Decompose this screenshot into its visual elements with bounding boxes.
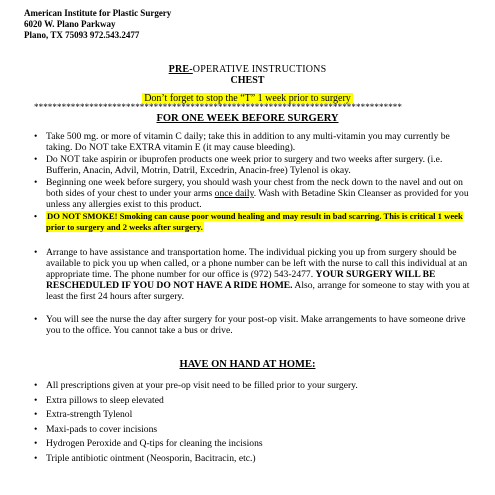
item-aspirin: Do NOT take aspirin or ibuprofen products one week prior to surgery and two weeks after surgery. (i.e. Bufferin, Anacin, Advil, Motrin, Datril, Excedrin, Anacin-free) Tylenol is okay. xyxy=(46,154,443,176)
org-name: American Institute for Plastic Surgery xyxy=(24,8,172,18)
list-item xyxy=(34,452,474,466)
section-heading-one-week: FOR ONE WEEK BEFORE SURGERY xyxy=(156,113,339,124)
list-item xyxy=(34,394,474,408)
item-arrange-bold: YOUR SURGERY WILL BE RESCHEDULED IF YOU DO NOT HAVE A RIDE HOME. xyxy=(46,269,436,291)
title-pre: PRE- xyxy=(168,64,193,75)
item-nurse-visit: You will see the nurse the day after surgery for your post-op visit. Make arrangements to have someone drive you to the office. You cannot take a bus or drive. xyxy=(46,314,466,336)
letterhead xyxy=(24,8,171,41)
list-item xyxy=(34,247,474,302)
list-item xyxy=(34,423,474,437)
bullet-icon: • xyxy=(34,394,38,406)
list-item xyxy=(34,131,474,153)
title-rest: OPERATIVE INSTRUCTIONS xyxy=(192,64,327,75)
have-on-hand-list xyxy=(34,379,474,466)
bullet-icon: • xyxy=(34,177,38,188)
bullet-icon: • xyxy=(34,314,38,325)
list-item xyxy=(34,211,474,233)
list-item xyxy=(34,314,474,336)
org-street: 6020 W. Plano Parkway xyxy=(24,19,116,29)
arrangements-list xyxy=(34,247,474,337)
reminder-text: Don’t forget to stop the “T” 1 week prior to surgery xyxy=(144,93,351,104)
list-item xyxy=(34,408,474,422)
list-item xyxy=(34,379,474,393)
item-arrange-after: Also, arrange for someone to stay with you at least the first 24 hours after surgery. xyxy=(46,280,470,302)
item-vitamin-c: Take 500 mg. or more of vitamin C daily; take this in addition to any multi-vitamin you may currently be taking. Do NOT take EXTRA vitamin E (it may cause bleeding). xyxy=(46,131,450,153)
bullet-icon: • xyxy=(34,211,38,221)
item-no-smoke: DO NOT SMOKE! Smoking can cause poor wound healing and may result in bad scarring. This is critical 1 week prior to surgery and 2 weeks after surgery. xyxy=(46,211,463,232)
item-tylenol: Extra-strength Tylenol xyxy=(46,409,133,420)
list-item xyxy=(34,154,474,176)
title-line xyxy=(0,64,495,75)
separator-stars: ******************************************************************************** xyxy=(34,102,402,112)
item-wash-underlined: once daily xyxy=(214,188,254,199)
bullet-icon: • xyxy=(34,247,38,258)
org-city-phone: Plano, TX 75093 972.543.2477 xyxy=(24,30,140,40)
bullet-icon: • xyxy=(34,452,38,464)
item-peroxide: Hydrogen Peroxide and Q-tips for cleaning the incisions xyxy=(46,438,263,449)
one-week-list xyxy=(34,131,474,234)
item-arrange-before: Arrange to have assistance and transportation home. The individual picking you up from surgery should be available to pick you up when called, or a phone number can be left with the nurse to call this individual at an appropriate time. The phone number for our office is (972) 543-2477. xyxy=(46,247,468,280)
bullet-icon: • xyxy=(34,131,38,142)
bullet-icon: • xyxy=(34,380,38,391)
document-title xyxy=(0,64,495,86)
list-item xyxy=(34,177,474,210)
list-item xyxy=(34,437,474,451)
list-spacer xyxy=(34,303,474,313)
item-pillows: Extra pillows to sleep elevated xyxy=(46,394,164,406)
item-prescriptions: All prescriptions given at your pre-op visit need to be filled prior to your surgery. xyxy=(46,380,358,391)
title-subject: CHEST xyxy=(230,75,265,86)
item-wash-before: Beginning one week before surgery, you should wash your chest from the neck down to the navel and out on both sides of your chest to under your arms xyxy=(46,177,463,199)
bullet-icon: • xyxy=(34,154,38,165)
bullet-icon: • xyxy=(34,438,38,449)
item-wash-after: . Wash with Betadine Skin Cleanser as provided for you unless any allergies exist to this product. xyxy=(46,188,469,210)
bullet-icon: • xyxy=(34,423,38,435)
bullet-icon: • xyxy=(34,409,38,420)
item-antibiotic: Triple antibiotic ointment (Neosporin, Bacitracin, etc.) xyxy=(46,452,256,464)
section-heading-have-on-hand: HAVE ON HAND AT HOME: xyxy=(179,359,316,370)
item-maxi-pads: Maxi-pads to cover incisions xyxy=(46,423,158,435)
